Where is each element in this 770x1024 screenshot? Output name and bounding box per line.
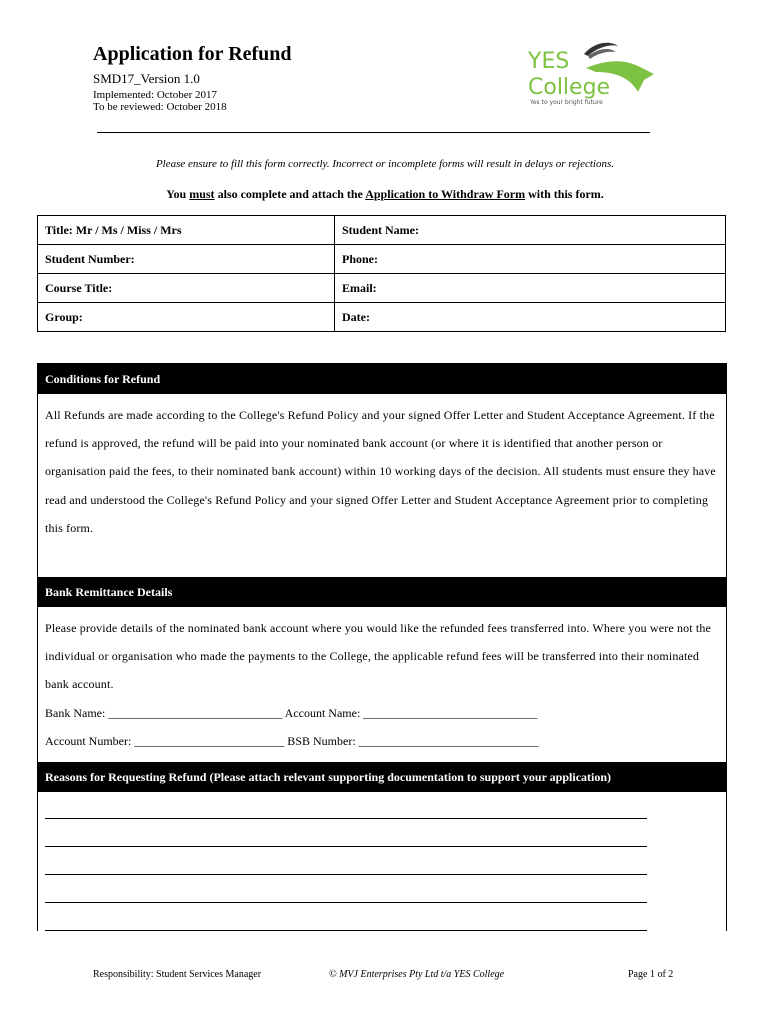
header-divider [97,132,650,133]
reasons-heading: Reasons for Requesting Refund (Please attach relevant supporting documentation to support your application) [45,770,612,784]
bank-name-line[interactable]: Bank Name: _____________________________ Account Name: _____________________________ [45,706,538,720]
logo-tagline: Yes to your bright future [530,99,603,106]
title-field[interactable]: Title: Mr / Ms / Miss / Mrs [38,216,335,245]
conditions-heading-bar [38,364,726,394]
version-label: SMD17_Version 1.0 [93,71,200,86]
footer-responsibility: Responsibility: Student Services Manager [93,969,262,980]
student-name-field[interactable]: Student Name: [335,216,726,245]
conditions-text: All Refunds are made according to the College's Refund Policy and your signed Offer Letter and Student Acceptance Agreement. If the refund is approved, the refund will be paid into your nominated bank account (or where it is identified that another person or organisation paid the fees, to their nominated bank account) within 10 working days of the decision. All students must ensure they have read and understood the College's Refund Policy and your signed Offer Letter and Student Acceptance Agreement prior to completing this form. [45,408,716,535]
footer-copyright: © MVJ Enterprises Pty Ltd t/a YES College [329,969,505,980]
reason-line-2[interactable] [45,846,647,847]
reasons-heading-bar [38,762,726,792]
reason-line-3[interactable] [45,874,647,875]
student-number-field[interactable]: Student Number: [38,245,335,274]
group-field[interactable]: Group: [38,303,335,332]
reason-line-1[interactable] [45,818,647,819]
yes-college-logo [526,38,658,108]
conditions-heading: Conditions for Refund [45,372,161,386]
phone-field[interactable]: Phone: [335,245,726,274]
implemented-date: Implemented: October 2017 [93,89,218,101]
must-emphasis: must [189,187,215,201]
email-field[interactable]: Email: [335,274,726,303]
bank-heading-bar [38,577,726,607]
attachment-notice: You must also complete and attach the Application to Withdraw Form with this form. [166,187,604,201]
bank-text: Please provide details of the nominated bank account where you would like the refunded fees transferred into. Where you were not the individual or organisation who made the payments to the College, the applicable refund fees will be transferred into their nominated bank account. [45,621,712,692]
logo-text-college: College [528,75,611,100]
account-number-line[interactable]: Account Number: _________________________ BSB Number: ______________________________ [45,734,539,748]
document-title: Application for Refund [93,43,292,65]
logo-text-yes: YES [528,49,570,74]
course-title-field[interactable]: Course Title: [38,274,335,303]
review-date: To be reviewed: October 2018 [93,101,227,113]
withdraw-form-link[interactable]: Application to Withdraw Form [365,187,526,201]
footer-page-number: Page 1 of 2 [628,969,674,980]
form-notice: Please ensure to fill this form correctly. Incorrect or incomplete forms will result in delays or rejections. [155,158,615,170]
student-info-table [37,215,726,332]
date-field[interactable]: Date: [335,303,726,332]
refund-details-box [37,363,727,931]
reason-line-4[interactable] [45,902,647,903]
reason-line-5[interactable] [45,930,647,931]
bank-heading: Bank Remittance Details [45,585,173,599]
